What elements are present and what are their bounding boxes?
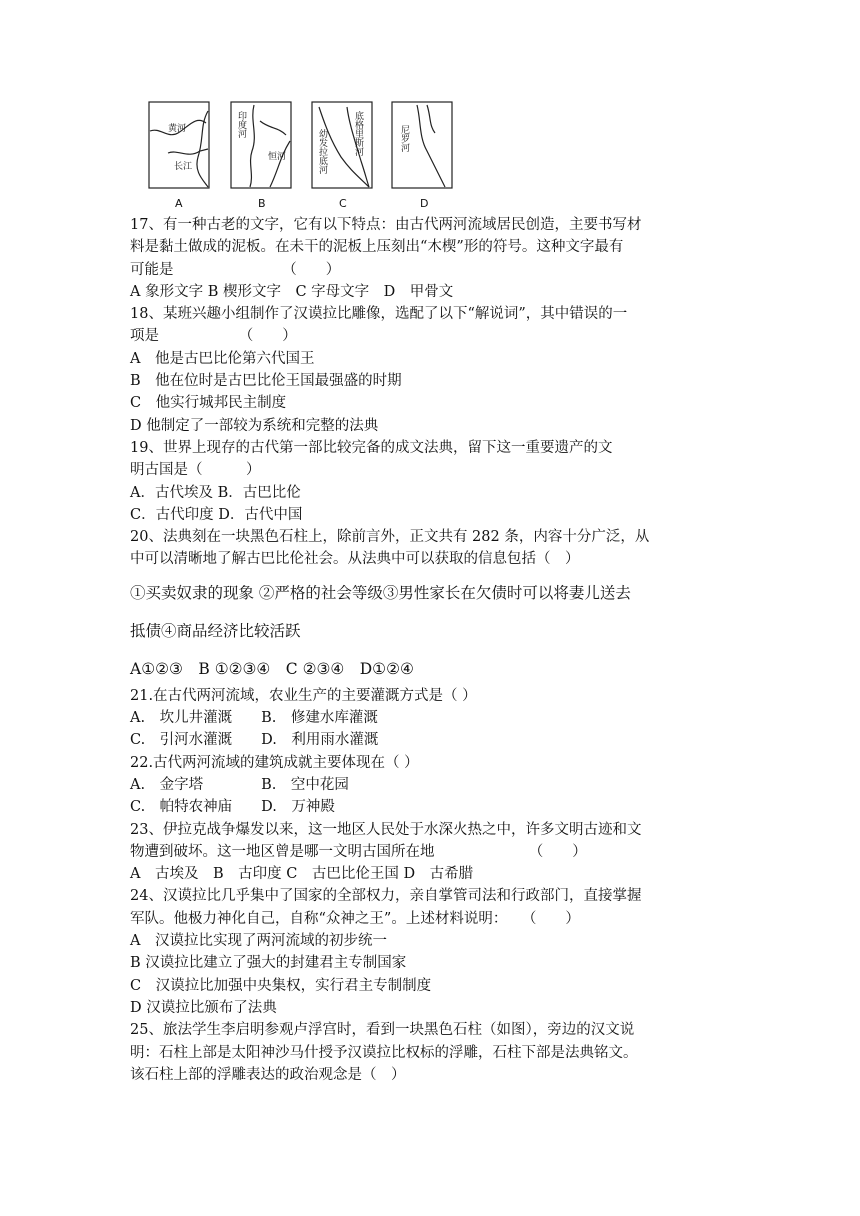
text-line: C 他实行城邦民主制度 [130, 395, 287, 412]
river-label-nile: 尼罗河 [399, 125, 409, 152]
text-line: 物遭到破坏。这一地区曾是哪一文明古国所在地 （ ） [130, 843, 587, 860]
text-line: A①②③ B ①②③④ C ②③④ D①②④ [130, 659, 414, 678]
text-line: A. 坎儿井灌溉 B. 修建水库灌溉 [130, 710, 378, 727]
text-line: 24、汉谟拉比几乎集中了国家的全部权力，亲自掌管司法和行政部门，直接掌握 [130, 888, 642, 905]
map-b [230, 101, 292, 191]
text-line: 项是 （ ） [130, 328, 297, 345]
text-line: C 汉谟拉比加强中央集权，实行君主专制制度 [130, 977, 432, 994]
map-label-a: A [175, 197, 183, 210]
text-line: 19、世界上现存的古代第一部比较完备的成文法典，留下这一重要遗产的文 [130, 439, 613, 456]
river-label-ganges: 恒河 [268, 152, 287, 162]
text-line: 军队。他极力神化自己，自称“众神之王”。上述材料说明： （ ） [130, 910, 580, 927]
text-line: A．古代埃及 B．古巴比伦 [130, 484, 301, 501]
text-line: 25、旅法学生李启明参观卢浮宫时，看到一块黑色石柱（如图），旁边的汉文说 [130, 1022, 635, 1039]
text-line: 20、法典刻在一块黑色石柱上，除前言外，正文共有 282 条，内容十分广泛，从 [130, 529, 650, 546]
map-c [311, 101, 373, 191]
text-line: 料是黏土做成的泥板。在未干的泥板上压刻出“木楔”形的符号。这种文字最有 [130, 239, 624, 256]
text-line: ①买卖奴隶的现象 ②严格的社会等级③男性家长在欠债时可以将妻儿送去 [130, 583, 631, 602]
text-line: A 古埃及 B 古印度 C 古巴比伦王国 D 古希腊 [130, 866, 474, 883]
text-line: C. 帕特农神庙 D. 万神殿 [130, 799, 335, 816]
text-line: A 汉谟拉比实现了两河流域的初步统一 [130, 933, 387, 950]
text-line: 17、有一种古老的文字，它有以下特点：由古代两河流域居民创造，主要书写材 [130, 217, 642, 233]
text-line: B 他在位时是古巴比伦王国最强盛的时期 [130, 373, 402, 390]
text-line: D 汉谟拉比颁布了法典 [130, 999, 277, 1016]
river-label-euphrates: 幼发拉底河 [317, 129, 327, 174]
text-line: A. 金字塔 B. 空中花园 [130, 776, 349, 793]
river-label-indus: 印度河 [236, 111, 246, 138]
river-label-changjiang: 长江 [174, 162, 193, 172]
text-line: 明古国是（ ） [130, 462, 261, 479]
text-line: 23、伊拉克战争爆发以来，这一地区人民处于水深火热之中，许多文明古迹和文 [130, 821, 642, 838]
text-line: 可能是 （ ） [130, 261, 341, 278]
text-line: D 他制定了一部较为系统和完整的法典 [130, 417, 379, 434]
text-line: 21.在古代两河流域，农业生产的主要灌溉方式是（ ） [130, 687, 477, 704]
text-line: B 汉谟拉比建立了强大的封建君主专制国家 [130, 955, 407, 972]
text-line: 明：石柱上部是太阳神沙马什授予汉谟拉比权标的浮雕，石柱下部是法典铭文。 [130, 1044, 638, 1061]
text-line: A 他是古巴比伦第六代国王 [130, 350, 315, 367]
text-line: 抵债④商品经济比较活跃 [130, 621, 301, 640]
text-line: C．古代印度 D．古代中国 [130, 506, 303, 523]
map-label-d: D [420, 197, 429, 210]
text-line: A 象形文字 B 楔形文字 C 字母文字 D 甲骨文 [130, 283, 454, 300]
map-label-b: B [258, 197, 266, 210]
map-d [391, 101, 453, 191]
text-line: 18、某班兴趣小组制作了汉谟拉比雕像，选配了以下“解说词”，其中错误的一 [130, 306, 628, 323]
river-label-tigris: 底格里斯河 [353, 111, 363, 156]
text-line: 中可以清晰地了解古巴比伦社会。从法典中可以获取的信息包括（ ） [130, 551, 580, 568]
river-maps-figure [148, 101, 448, 213]
question-text [130, 214, 740, 1086]
map-label-c: C [339, 197, 347, 210]
text-line: 22.古代两河流域的建筑成就主要体现在（ ） [130, 754, 419, 771]
text-line: C. 引河水灌溉 D. 利用雨水灌溉 [130, 732, 379, 749]
map-a [148, 101, 210, 191]
text-line: 该石柱上部的浮雕表达的政治观念是（ ） [130, 1066, 406, 1083]
river-label-huanghe: 黄河 [168, 124, 187, 134]
map-a-drawing [148, 101, 210, 191]
